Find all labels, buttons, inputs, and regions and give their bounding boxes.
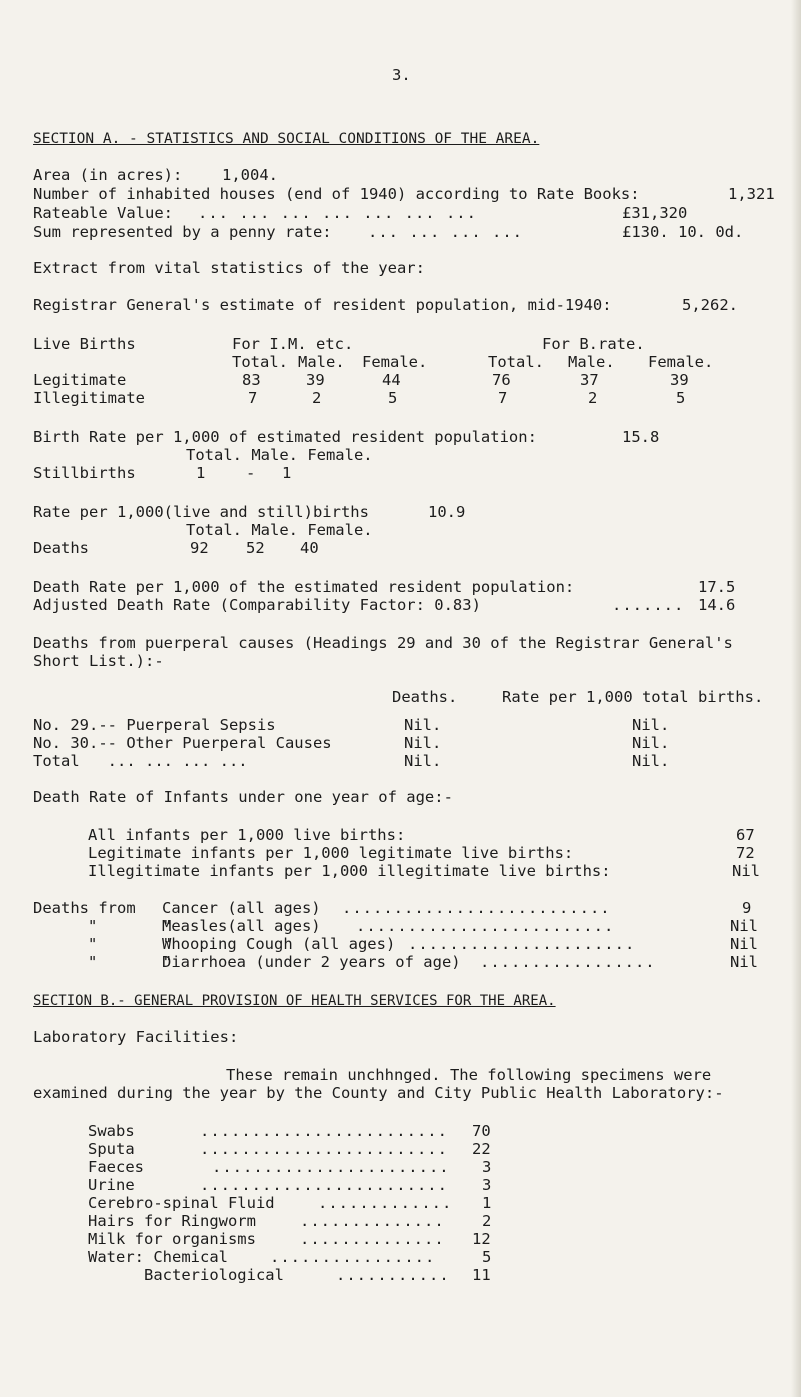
specimen-water-chemical-dots: ................: [270, 1248, 436, 1266]
cause-cancer-value: 9: [742, 899, 752, 917]
illegitimate-label: Illegitimate: [33, 389, 145, 407]
death-rate-value: 17.5: [698, 578, 736, 596]
lab-intro-line-2: examined during the year by the County and City Public Health Laboratory:-: [33, 1084, 724, 1102]
cause-cancer-prefix: Deaths from: [33, 899, 136, 917]
specimen-urine-dots: ........................: [200, 1176, 448, 1194]
infant-all-label: All infants per 1,000 live births:: [88, 826, 406, 844]
legit-br-female: 39: [670, 371, 689, 389]
br-col-total: Total.: [488, 353, 544, 371]
cause-measles-dots: .........................: [356, 917, 615, 935]
cause-measles-prefix: " ": [88, 917, 172, 935]
adjusted-death-rate-label: Adjusted Death Rate (Comparability Factor: 0.83): [33, 596, 481, 614]
cause-whooping-prefix: " ": [88, 935, 172, 953]
specimen-swabs-dots: ........................: [200, 1122, 448, 1140]
infant-death-heading: Death Rate of Infants under one year of age:-: [33, 788, 453, 806]
rateable-dots: ... ... ... ... ... ... ...: [198, 204, 477, 222]
cause-diarrhoea-dots: .................: [480, 953, 656, 971]
adjusted-death-rate-value: 14.6: [698, 596, 736, 614]
specimen-csf-dots: .............: [318, 1194, 453, 1212]
specimen-hairs-value: 2: [482, 1212, 492, 1230]
legit-br-total: 76: [492, 371, 511, 389]
legit-im-female: 44: [382, 371, 401, 389]
specimen-sputa-label: Sputa: [88, 1140, 135, 1158]
specimen-swabs-label: Swabs: [88, 1122, 135, 1140]
for-im-heading: For I.M. etc.: [232, 335, 354, 353]
area-value: 1,004.: [222, 166, 278, 184]
penny-dots: ... ... ... ...: [368, 223, 523, 241]
specimen-water-bacteriological-dots: ...........: [336, 1266, 450, 1284]
stillbirths-female: 1: [282, 464, 292, 482]
penny-label: Sum represented by a penny rate:: [33, 223, 332, 241]
birth-rate-value: 15.8: [622, 428, 660, 446]
specimen-water-chemical-label: Water: Chemical: [88, 1248, 228, 1266]
specimen-milk-label: Milk for organisms: [88, 1230, 256, 1248]
deaths-total: 92: [190, 539, 209, 557]
specimen-hairs-dots: ..............: [300, 1212, 445, 1230]
legit-im-total: 83: [242, 371, 261, 389]
br-col-female: Female.: [648, 353, 714, 371]
specimen-urine-label: Urine: [88, 1176, 135, 1194]
page-edge-shadow: [791, 0, 801, 1397]
population-label: Registrar General's estimate of resident population, mid-1940:: [33, 296, 612, 314]
deaths-female: 40: [300, 539, 319, 557]
im-col-total: Total.: [232, 353, 288, 371]
puerperal-row-other-label: No. 30.-- Other Puerperal Causes: [33, 734, 332, 752]
population-value: 5,262.: [682, 296, 738, 314]
infant-all-value: 67: [736, 826, 755, 844]
stillbirths-male: -: [246, 464, 256, 482]
stillbirth-rate-value: 10.9: [428, 503, 466, 521]
puerperal-row-other-rate: Nil.: [632, 734, 670, 752]
br-col-male: Male.: [568, 353, 615, 371]
stillbirths-label: Stillbirths: [33, 464, 136, 482]
houses-value: 1,321: [728, 185, 775, 203]
puerperal-row-total-label: Total ... ... ... ...: [33, 752, 248, 770]
lab-intro-line-1: These remain unchhnged. The following specimens were: [226, 1066, 712, 1084]
specimen-csf-value: 1: [482, 1194, 492, 1212]
deaths-label: Deaths: [33, 539, 89, 557]
lab-facilities-heading: Laboratory Facilities:: [33, 1028, 239, 1046]
puerperal-row-total-rate: Nil.: [632, 752, 670, 770]
specimen-urine-value: 3: [482, 1176, 492, 1194]
live-births-label: Live Births: [33, 335, 136, 353]
cause-measles-value: Nil: [730, 917, 758, 935]
specimen-hairs-label: Hairs for Ringworm: [88, 1212, 256, 1230]
illegit-im-total: 7: [248, 389, 258, 407]
infant-illegit-label: Illegitimate infants per 1,000 illegitimate live births:: [88, 862, 611, 880]
deaths-header: Total. Male. Female.: [186, 521, 373, 539]
illegit-br-total: 7: [498, 389, 508, 407]
puerperal-row-other-deaths: Nil.: [404, 734, 442, 752]
page-number: 3.: [392, 66, 411, 84]
specimen-swabs-value: 70: [472, 1122, 491, 1140]
cause-diarrhoea-prefix: " ": [88, 953, 172, 971]
cause-whooping-dots: ......................: [408, 935, 636, 953]
illegit-im-female: 5: [388, 389, 398, 407]
specimen-water-chemical-value: 5: [482, 1248, 492, 1266]
specimen-csf-label: Cerebro-spinal Fluid: [88, 1194, 275, 1212]
specimen-sputa-value: 22: [472, 1140, 491, 1158]
illegit-br-male: 2: [588, 389, 598, 407]
legit-im-male: 39: [306, 371, 325, 389]
penny-value: £130. 10. 0d.: [622, 223, 744, 241]
stillbirths-header: Total. Male. Female.: [186, 446, 373, 464]
specimen-milk-dots: ..............: [300, 1230, 445, 1248]
puerperal-row-sepsis-label: No. 29.-- Puerperal Sepsis: [33, 716, 276, 734]
deaths-male: 52: [246, 539, 265, 557]
specimen-faeces-value: 3: [482, 1158, 492, 1176]
infant-legit-label: Legitimate infants per 1,000 legitimate live births:: [88, 844, 574, 862]
legit-br-male: 37: [580, 371, 599, 389]
for-brate-heading: For B.rate.: [542, 335, 645, 353]
im-col-male: Male.: [298, 353, 345, 371]
infant-illegit-value: Nil: [732, 862, 760, 880]
specimen-water-bacteriological-value: 11: [472, 1266, 491, 1284]
illegit-br-female: 5: [676, 389, 686, 407]
illegit-im-male: 2: [312, 389, 322, 407]
specimen-milk-value: 12: [472, 1230, 491, 1248]
puerperal-intro-line-1: Deaths from puerperal causes (Headings 29 and 30 of the Registrar General's: [33, 634, 733, 652]
cause-whooping-label: Whooping Cough (all ages): [162, 935, 396, 953]
specimen-faeces-label: Faeces: [88, 1158, 144, 1176]
infant-legit-value: 72: [736, 844, 755, 862]
cause-diarrhoea-value: Nil: [730, 953, 758, 971]
cause-cancer-dots: ..........................: [342, 899, 611, 917]
rateable-label: Rateable Value:: [33, 204, 173, 222]
puerperal-row-total-deaths: Nil.: [404, 752, 442, 770]
puerperal-col-deaths: Deaths.: [392, 688, 458, 706]
stillbirth-rate-label: Rate per 1,000(live and still)births: [33, 503, 369, 521]
cause-measles-label: Measles(all ages): [162, 917, 321, 935]
cause-whooping-value: Nil: [730, 935, 758, 953]
section-b-heading: SECTION B.- GENERAL PROVISION OF HEALTH SERVICES FOR THE AREA.: [33, 993, 556, 1009]
rateable-value: £31,320: [622, 204, 688, 222]
puerperal-intro-line-2: Short List.):-: [33, 652, 164, 670]
puerperal-col-rate: Rate per 1,000 total births.: [502, 688, 764, 706]
specimen-water-bacteriological-label: Bacteriological: [88, 1266, 284, 1284]
houses-label: Number of inhabited houses (end of 1940) according to Rate Books:: [33, 185, 640, 203]
area-label: Area (in acres):: [33, 166, 183, 184]
adjusted-death-rate-dots: .......: [612, 596, 685, 614]
legitimate-label: Legitimate: [33, 371, 127, 389]
stillbirths-total: 1: [196, 464, 206, 482]
specimen-faeces-dots: .......................: [212, 1158, 450, 1176]
extract-line: Extract from vital statistics of the year:: [33, 259, 425, 277]
specimen-sputa-dots: ........................: [200, 1140, 448, 1158]
cause-diarrhoea-label: Diarrhoea (under 2 years of age): [162, 953, 461, 971]
cause-cancer-label: Cancer (all ages): [162, 899, 321, 917]
birth-rate-label: Birth Rate per 1,000 of estimated resident population:: [33, 428, 537, 446]
puerperal-row-sepsis-rate: Nil.: [632, 716, 670, 734]
death-rate-label: Death Rate per 1,000 of the estimated resident population:: [33, 578, 575, 596]
section-a-heading: SECTION A. - STATISTICS AND SOCIAL CONDITIONS OF THE AREA.: [33, 131, 540, 147]
puerperal-row-sepsis-deaths: Nil.: [404, 716, 442, 734]
im-col-female: Female.: [362, 353, 428, 371]
